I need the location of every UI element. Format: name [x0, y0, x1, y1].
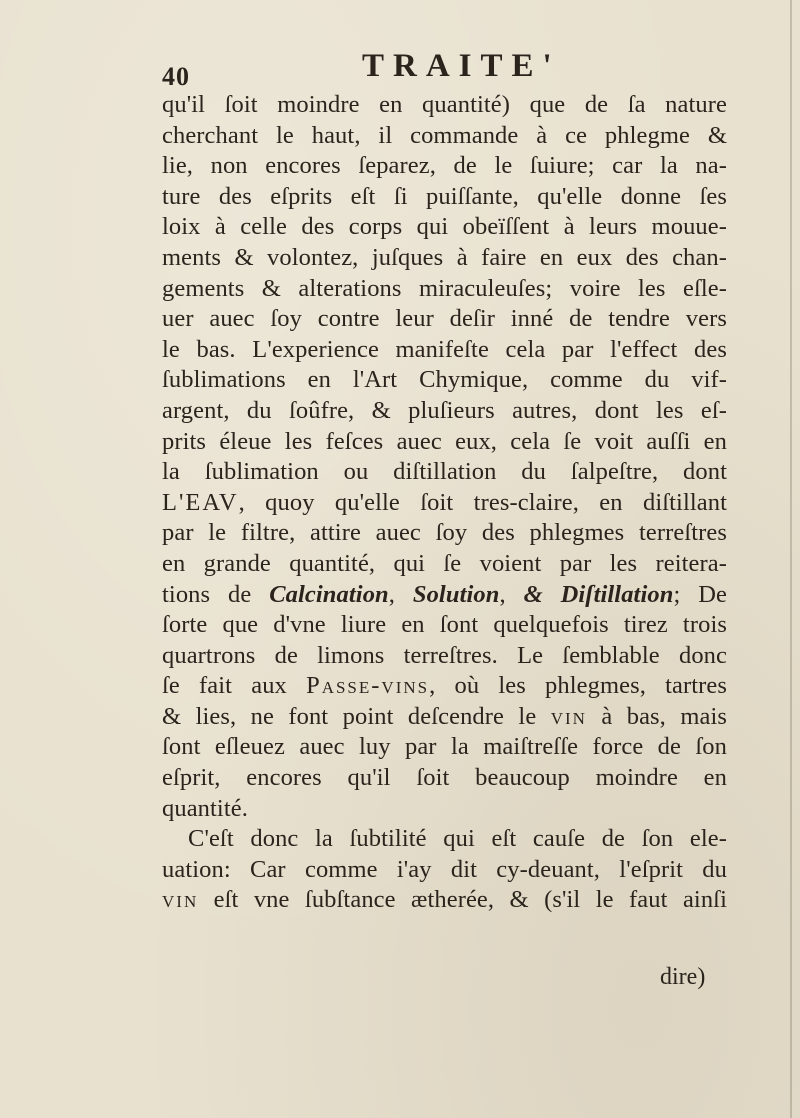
- text-segment: , où les phlegmes, tartres: [429, 672, 727, 700]
- text-line: [162, 243, 727, 274]
- text-line: [162, 549, 727, 580]
- text-line: [162, 151, 727, 182]
- text-segment: quantité.: [162, 794, 248, 822]
- text-line: [162, 580, 727, 611]
- text-segment: en grande quantité, qui ſe voient par les reitera-: [162, 549, 727, 577]
- text-line: [162, 427, 727, 458]
- text-line: [162, 365, 727, 396]
- small-caps-term: Passe-vins: [306, 672, 430, 700]
- text-line: [162, 794, 727, 825]
- text-segment: ture des eſprits eſt ſi puiſſante, qu'elle donne ſes: [162, 182, 727, 210]
- text-line: [162, 182, 727, 213]
- text-segment: ; De: [673, 580, 727, 608]
- text-segment: qu'il ſoit moindre en quantité) que de ſa nature: [162, 91, 727, 118]
- text-segment: par le filtre, attire auec ſoy des phlegmes terreſtres: [162, 519, 727, 547]
- italic-term: &: [523, 580, 543, 608]
- page-number: 40: [162, 62, 190, 91]
- text-line: [162, 274, 727, 305]
- text-segment: ,: [388, 580, 413, 608]
- text-line: [162, 671, 727, 702]
- text-segment: à bas, mais: [586, 702, 727, 730]
- text-segment: ,: [499, 580, 524, 608]
- text-segment: C'eſt donc la ſubtilité qui eſt cauſe de ſon ele-: [188, 825, 727, 853]
- text-segment: ſe fait aux: [162, 672, 307, 700]
- text-line: [162, 641, 727, 672]
- text-line: [162, 121, 727, 152]
- text-line: [162, 885, 727, 916]
- text-line: [162, 90, 727, 121]
- text-segment: quartrons de limons terreſtres. Le ſemblable donc: [162, 641, 727, 669]
- text-line: [162, 518, 727, 549]
- text-segment: ſorte que d'vne liure en ſont quelquefois tirez trois: [162, 611, 727, 639]
- text-segment: cherchant le haut, il commande à ce phlegme &: [162, 121, 727, 149]
- small-caps-term: L'EAV: [162, 488, 239, 516]
- text-line: [162, 763, 727, 794]
- text-line: [162, 732, 727, 763]
- text-line: [162, 212, 727, 243]
- text-segment: le bas. L'experience manifeſte cela par l'effect des: [162, 335, 727, 363]
- text-segment: tions de: [162, 580, 270, 608]
- page-header: [162, 44, 722, 90]
- text-line: [162, 457, 727, 488]
- small-caps-term: vin: [550, 702, 587, 730]
- text-segment: lie, non encores ſeparez, de le ſuiure; car la na-: [162, 152, 727, 180]
- page-edge-shadow: [790, 0, 792, 1118]
- text-line: [162, 824, 727, 855]
- text-line: [162, 335, 727, 366]
- text-segment: ſublimations en l'Art Chymique, comme du vif-: [162, 366, 727, 394]
- small-caps-term: vin: [162, 886, 199, 914]
- text-segment: eſprit, encores qu'il ſoit beaucoup moindre en: [162, 764, 727, 792]
- text-segment: argent, du ſoûfre, & pluſieurs autres, dont les eſ-: [162, 396, 727, 424]
- text-segment: eſt vne ſubſtance ætherée, & (s'il le faut ainſi: [198, 886, 727, 914]
- text-line: [162, 488, 727, 519]
- text-segment: [543, 581, 561, 608]
- text-line: [162, 304, 727, 335]
- text-line: [162, 396, 727, 427]
- text-line: [162, 702, 727, 733]
- running-title: TRAITE': [362, 48, 561, 84]
- text-segment: ments & volontez, juſques à faire en eux des chan-: [162, 243, 727, 271]
- text-segment: ſont eſleuez auec luy par la maiſtreſſe force de ſon: [162, 733, 727, 761]
- text-segment: uation: Car comme i'ay dit cy-deuant, l'eſprit du: [162, 855, 727, 883]
- text-segment: la ſublimation ou diſtillation du ſalpeſtre, dont: [162, 458, 727, 486]
- text-segment: gements & alterations miraculeuſes; voire les eſle-: [162, 274, 727, 302]
- text-segment: prits éleue les feſces auec eux, cela ſe voit auſſi en: [162, 427, 727, 455]
- text-segment: uer auec ſoy contre leur deſir inné de tendre vers: [162, 305, 727, 333]
- text-line: [162, 855, 727, 886]
- italic-term: Diſtillation: [560, 580, 674, 608]
- catchword: dire): [660, 964, 706, 990]
- body-text: [162, 90, 727, 916]
- text-line: [162, 610, 727, 641]
- italic-term: Solution: [412, 580, 500, 608]
- italic-term: Calcination: [269, 580, 389, 608]
- text-segment: loix à celle des corps qui obeïſſent à leurs mouue-: [162, 213, 727, 241]
- text-segment: & lies, ne font point deſcendre le: [162, 702, 551, 730]
- text-segment: , quoy qu'elle ſoit tres-claire, en diſtillant: [238, 488, 727, 516]
